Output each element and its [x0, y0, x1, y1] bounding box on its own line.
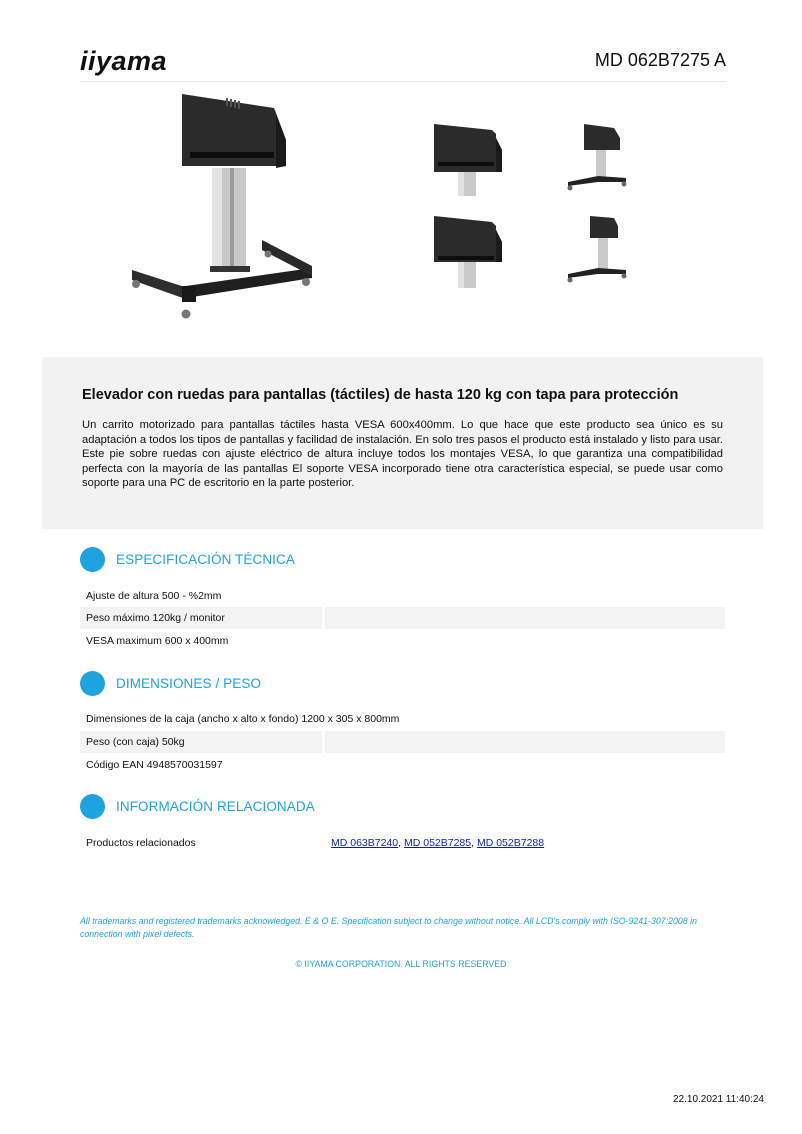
header-divider — [80, 81, 726, 82]
link-separator: , — [398, 837, 404, 849]
spec-value: Ajuste de altura 500 - %2mm — [86, 590, 222, 602]
spec-row — [80, 607, 725, 629]
spec-row — [80, 585, 725, 607]
link-separator: , — [471, 837, 477, 849]
related-product-link[interactable]: MD 063B7240 — [331, 837, 399, 849]
brand-logo: iiyama — [80, 46, 168, 76]
product-image-thumb-2 — [564, 120, 630, 198]
disclaimer: All trademarks and registered trademarks acknowledged. E & O E. Specification subject to change without notice. All LCD's comply with ISO-9241-307:2008 in connection with pixel defects. — [80, 916, 697, 939]
copyright: © IIYAMA CORPORATION. ALL RIGHTS RESERVED — [295, 959, 507, 969]
product-title: Elevador con ruedas para pantallas (táctiles) de hasta 120 kg con tapa para protección — [82, 387, 679, 403]
spec-value: Dimensiones de la caja (ancho x alto x fondo) 1200 x 305 x 800mm — [86, 713, 400, 725]
product-description: Un carrito motorizado para pantallas táctiles hasta VESA 600x400mm. Lo que hace que este producto sea único es su adaptación a todos los tipos de pantallas y facilidad de instalación. En solo tres pasos el producto está instalado y listo para usar. Este pie sobre ruedas con ajuste eléctrico de altura incluye todos los montajes VESA, lo que garantiza una compatibilidad perfecta con la mayoría de las pantallas El soporte VESA incorporado tiene otra característica especial, se puede usar como soporte para una PC de escritorio en la parte posterior. — [82, 419, 723, 490]
related-product-link[interactable]: MD 052B7288 — [476, 837, 545, 849]
description-panel — [42, 357, 763, 529]
product-image-main — [126, 90, 318, 322]
product-image-thumb-3 — [428, 212, 508, 290]
section-bullet-icon — [80, 671, 105, 696]
print-timestamp: 22.10.2021 11:40:24 — [672, 1094, 764, 1105]
related-products-label: Productos relacionados — [86, 837, 196, 849]
product-image-thumb-1 — [428, 120, 508, 198]
section-dimensions-title: DIMENSIONES / PESO — [116, 676, 262, 691]
spec-value: VESA maximum 600 x 400mm — [86, 635, 229, 647]
section-bullet-icon — [80, 547, 105, 572]
model-code: MD 062B7275 A — [594, 50, 726, 70]
section-spec-title: ESPECIFICACIÓN TÉCNICA — [116, 552, 295, 567]
spec-row — [80, 630, 725, 652]
spec-row — [80, 731, 725, 753]
related-products-links — [331, 837, 544, 849]
product-image-thumb-4 — [564, 212, 630, 290]
spec-row — [80, 708, 725, 730]
spec-value: Código EAN 4948570031597 — [86, 759, 223, 771]
spec-row — [80, 754, 725, 776]
section-related-title: INFORMACIÓN RELACIONADA — [116, 799, 315, 814]
spec-value: Peso máximo 120kg / monitor — [80, 607, 322, 629]
spec-value: Peso (con caja) 50kg — [80, 731, 322, 753]
related-product-link[interactable]: MD 052B7285 — [403, 837, 472, 849]
section-bullet-icon — [80, 794, 105, 819]
